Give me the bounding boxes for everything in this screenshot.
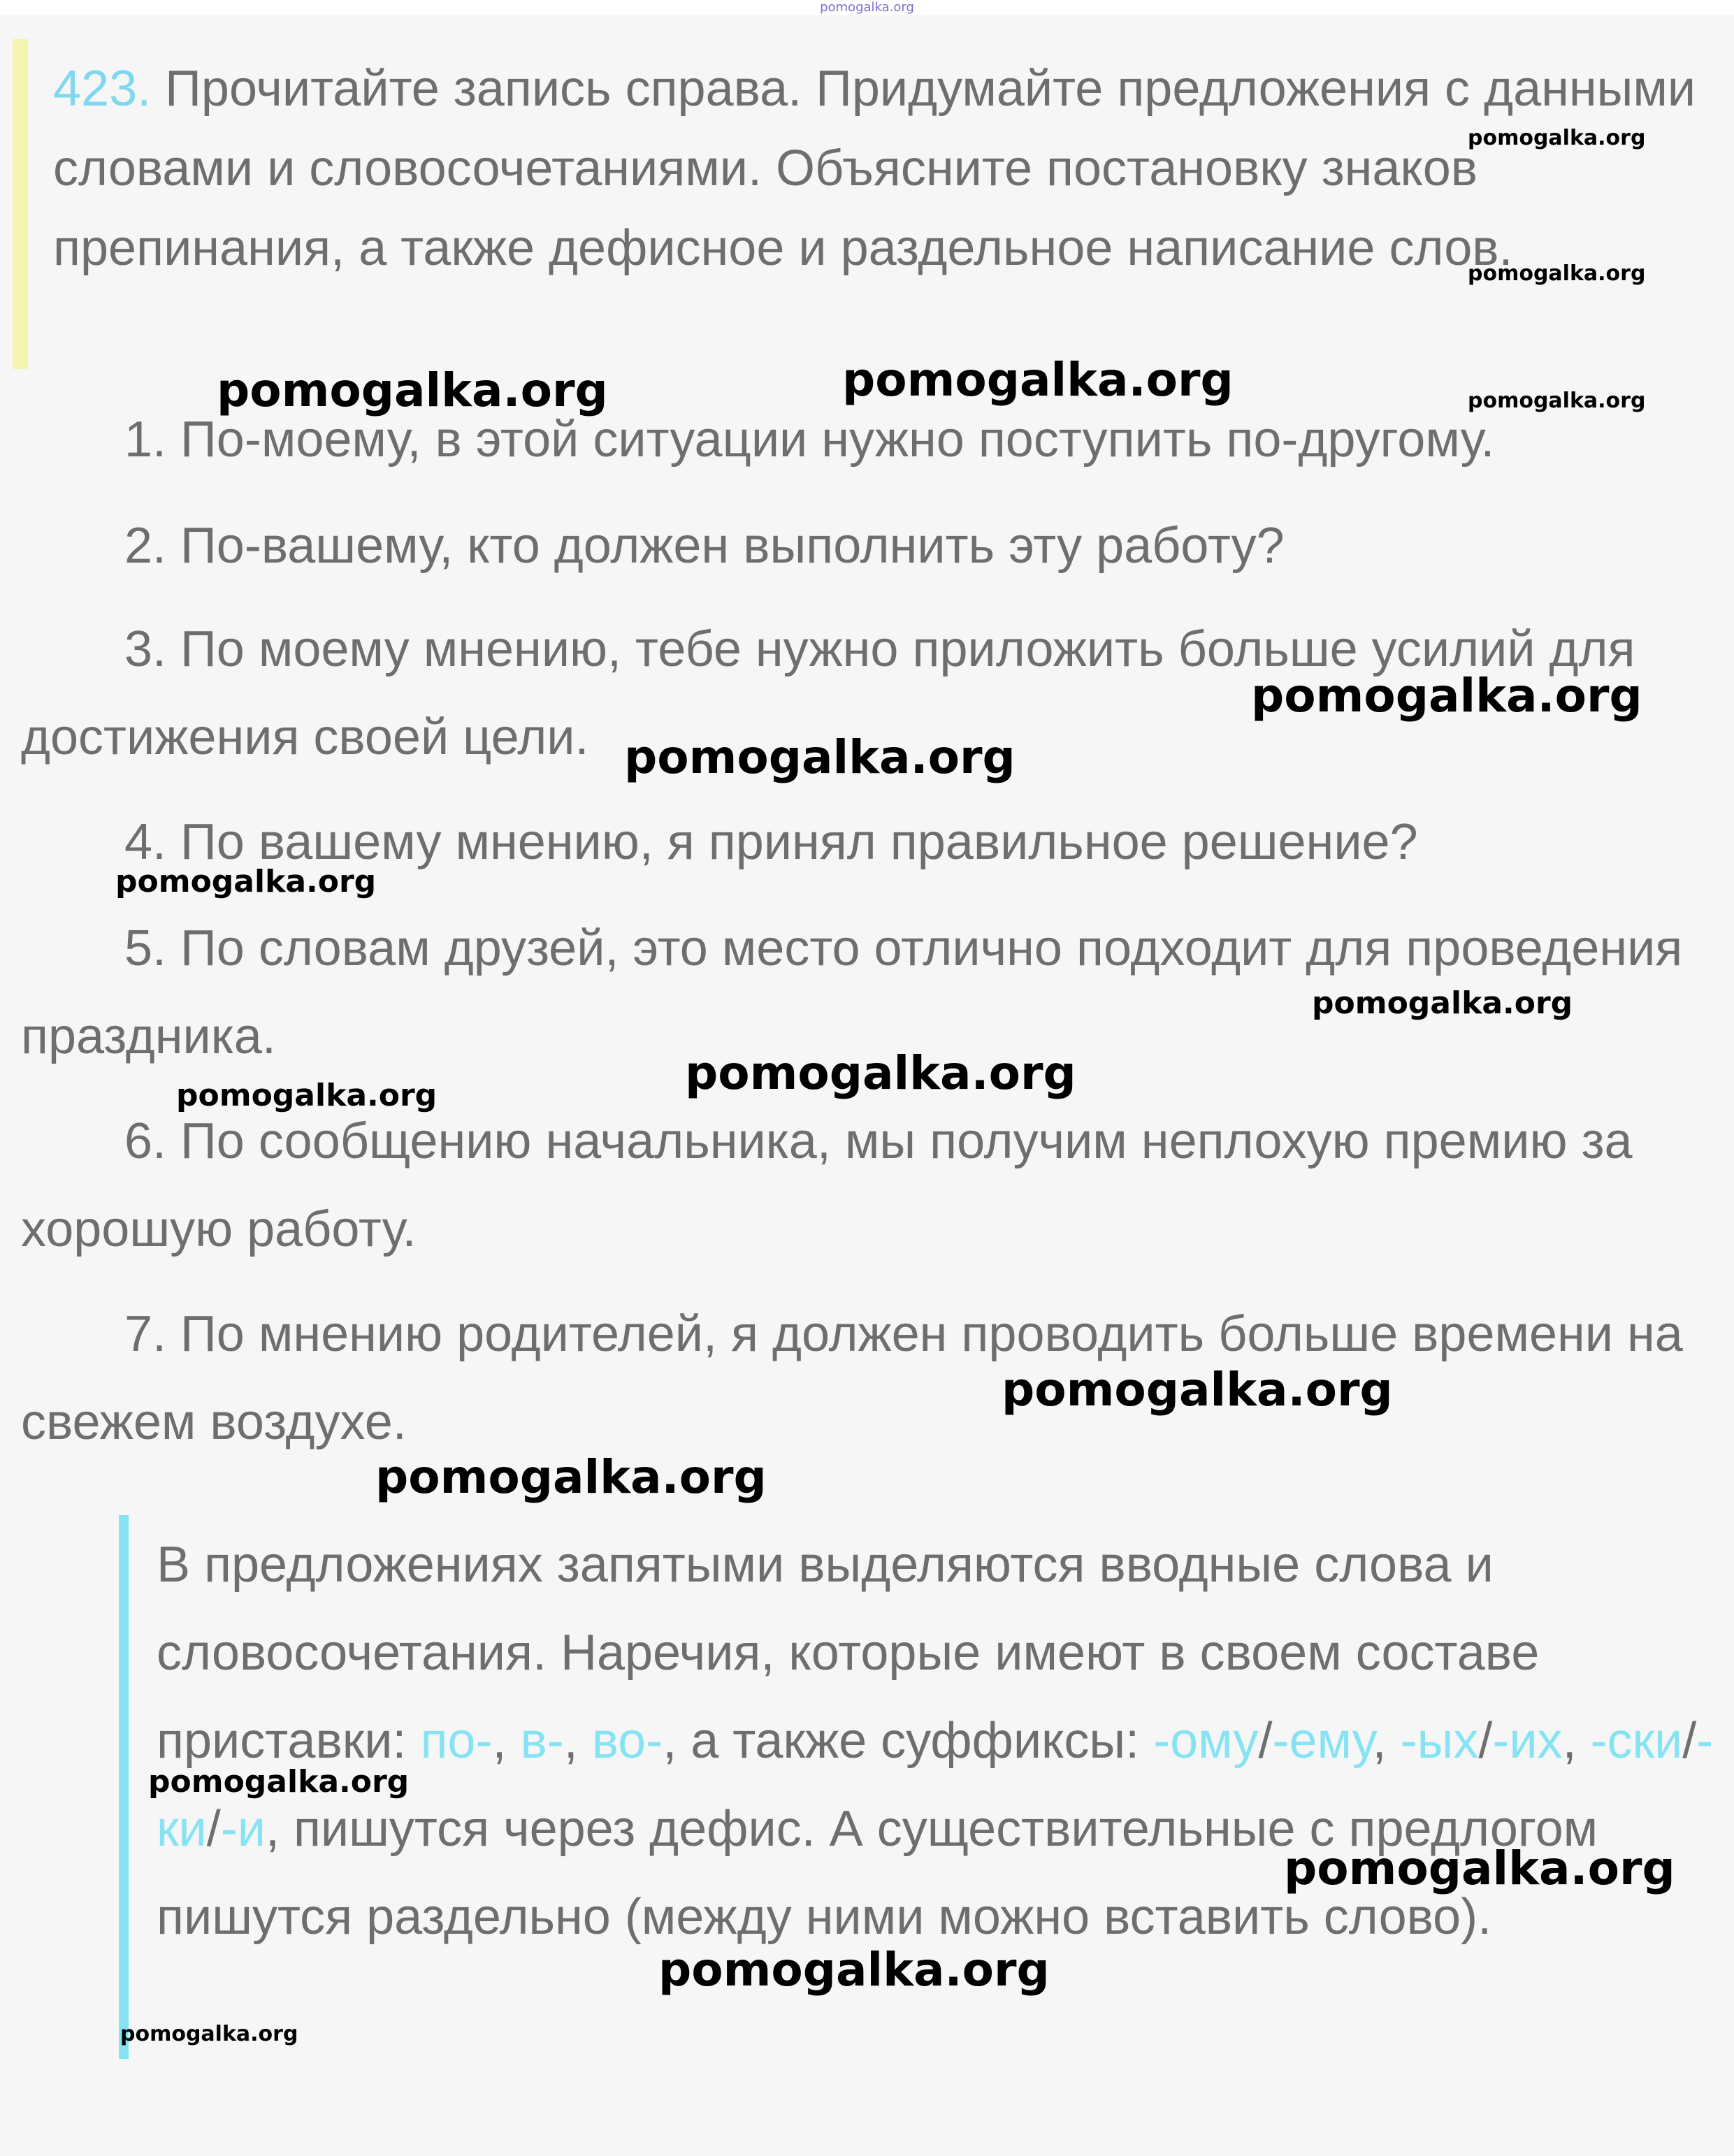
suffix-ski: -ски	[1590, 1713, 1683, 1769]
watermark: pomogalka.org	[1468, 389, 1646, 413]
task-text: Прочитайте запись справа. Придумайте предложения с данными словами и словосочетаниями. Объясните постановку знаков препинания, а также дефисное и раздельное написание слов.	[53, 61, 1696, 276]
answer-item-4: 4. По вашему мнению, я принял правильное решение?	[124, 814, 1418, 870]
prefix-po: по-	[420, 1713, 493, 1769]
rule-outro: , пишутся через дефис. А существительные с предлогом пишутся раздельно (между ними можно вставить слово).	[157, 1801, 1598, 1945]
watermark: pomogalka.org	[120, 2022, 298, 2046]
rule-intro: В предложениях запятыми выделяются вводные слова и словосочетания. Наречия, которые имеют в своем составе приставки:	[157, 1537, 1540, 1769]
watermark: pomogalka.org	[115, 864, 377, 899]
suffix-i: -и	[220, 1801, 266, 1857]
rule-slash: /	[1478, 1713, 1493, 1769]
rule-slash: /	[1258, 1713, 1273, 1769]
watermark: pomogalka.org	[1284, 1842, 1675, 1895]
watermark: pomogalka.org	[624, 730, 1016, 784]
watermark: pomogalka.org	[1468, 261, 1646, 286]
rule-mid: , а также суффиксы:	[663, 1713, 1154, 1769]
answer-item-6: 6. По сообщению начальника, мы получим неплохую премию за хорошую работу.	[21, 1113, 1633, 1257]
watermark: pomogalka.org	[1312, 985, 1573, 1021]
answer-item-5: 5. По словам друзей, это место отлично подходит для проведения праздника.	[21, 920, 1683, 1064]
watermark: pomogalka.org	[375, 1450, 767, 1504]
watermark: pomogalka.org	[148, 1764, 410, 1800]
answer-item-2: 2. По-вашему, кто должен выполнить эту работу?	[124, 518, 1285, 574]
task-accent-bar	[13, 39, 28, 369]
suffix-emu: -ему	[1272, 1713, 1373, 1769]
task-number: 423.	[53, 61, 152, 117]
answer-item-1: 1. По-моему, в этой ситуации нужно поступить по-другому.	[124, 412, 1495, 468]
suffix-ki: -ки	[157, 1713, 1714, 1857]
watermark: pomogalka.org	[1002, 1363, 1393, 1417]
watermark: pomogalka.org	[217, 363, 608, 417]
watermark: pomogalka.org	[1468, 126, 1646, 150]
prefix-v: в-	[520, 1713, 564, 1769]
rule-accent-bar	[119, 1515, 129, 2059]
rule-sep: ,	[1562, 1713, 1591, 1769]
watermark: pomogalka.org	[1251, 669, 1642, 723]
suffix-omu: -ому	[1153, 1713, 1259, 1769]
watermark: pomogalka.org	[176, 1078, 438, 1113]
suffix-ykh: -ых	[1400, 1713, 1479, 1769]
rule-sep: ,	[1372, 1713, 1401, 1769]
watermark: pomogalka.org	[842, 353, 1234, 407]
site-header-watermark: pomogalka.org	[820, 0, 914, 15]
answer-item-7: 7. По мнению родителей, я должен проводить больше времени на свежем воздухе.	[21, 1306, 1683, 1450]
watermark: pomogalka.org	[658, 1943, 1050, 1997]
rule-slash: /	[206, 1801, 221, 1857]
rule-sep: ,	[492, 1713, 521, 1769]
suffix-ikh: -их	[1492, 1713, 1563, 1769]
prefix-vo: во-	[591, 1713, 663, 1769]
task-statement	[53, 49, 1717, 288]
watermark: pomogalka.org	[685, 1046, 1076, 1100]
rule-sep: ,	[563, 1713, 592, 1769]
answer-item-3: 3. По моему мнению, тебе нужно приложить больше усилий для достижения своей цели.	[21, 621, 1635, 765]
rule-slash: /	[1682, 1713, 1697, 1769]
